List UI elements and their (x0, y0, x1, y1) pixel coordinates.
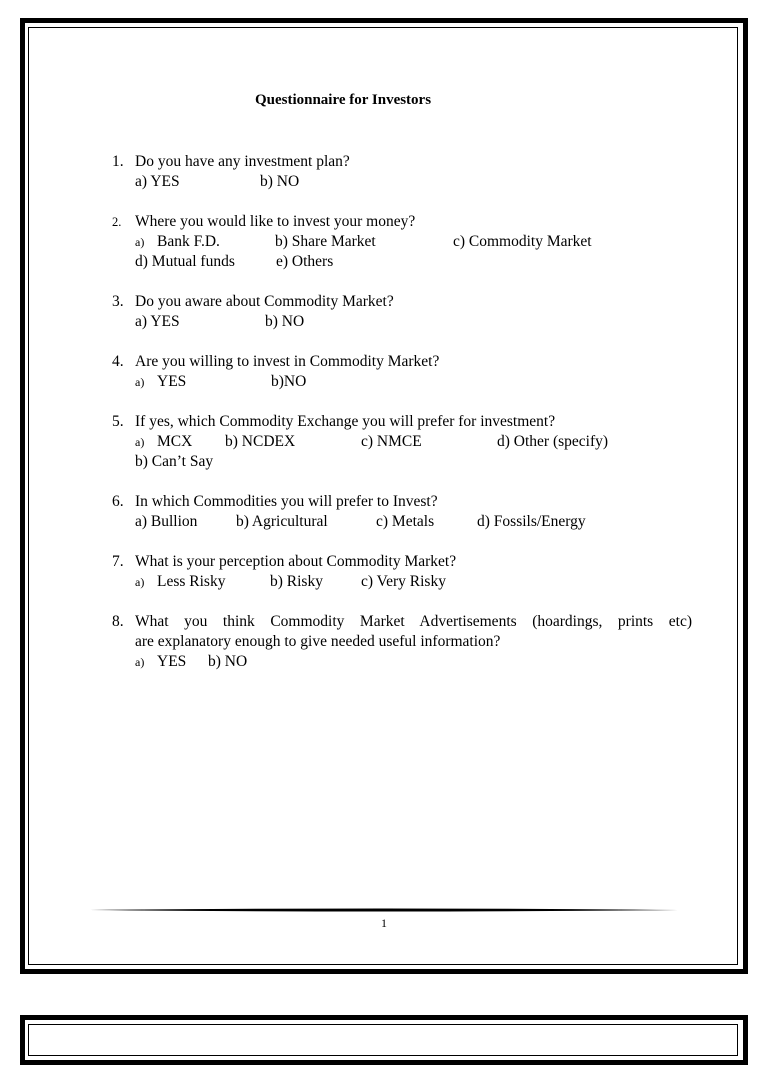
question-text: If yes, which Commodity Exchange you will prefer for investment? (135, 413, 556, 430)
question-number: 4. (112, 353, 124, 370)
option: b) Risky (270, 573, 323, 590)
options-row (135, 572, 692, 592)
option: b) Can’t Say (135, 453, 214, 470)
question-number: 7. (112, 553, 124, 570)
option-letter: a) (135, 375, 145, 389)
question-1 (112, 152, 692, 192)
option: a) YES (135, 313, 180, 330)
option: MCX (157, 433, 193, 450)
next-page-border-inner (28, 1024, 738, 1056)
question-text-line-2: are explanatory enough to give needed useful information? (135, 633, 501, 650)
question-number: 1. (112, 153, 124, 170)
question-number: 6. (112, 493, 124, 510)
options-row (135, 372, 692, 392)
question-5 (112, 412, 692, 472)
option-letter: a) (135, 575, 145, 589)
options-row (135, 652, 692, 672)
question-text: Do you aware about Commodity Market? (135, 293, 394, 310)
option: c) NMCE (361, 433, 422, 450)
option: a) Bullion (135, 513, 198, 530)
option: Less Risky (157, 573, 226, 590)
option: b) NO (208, 653, 248, 670)
question-text: In which Commodities you will prefer to Invest? (135, 493, 438, 510)
option: a) YES (135, 173, 180, 190)
question-number: 8. (112, 613, 124, 630)
question-text: Where you would like to invest your money? (135, 213, 416, 230)
question-number: 2. (112, 215, 122, 229)
option: b) Agricultural (236, 513, 328, 530)
question-number: 3. (112, 293, 124, 310)
option: c) Very Risky (361, 573, 446, 590)
options-row (135, 252, 692, 272)
option: d) Fossils/Energy (477, 513, 586, 530)
options-row (135, 512, 692, 532)
question-8 (112, 612, 692, 672)
options-row (135, 432, 692, 452)
question-2 (112, 212, 692, 272)
question-text: Are you willing to invest in Commodity Market? (135, 353, 440, 370)
page-number: 1 (381, 916, 387, 930)
question-6 (112, 492, 692, 532)
option-letter: a) (135, 655, 145, 669)
document-title: Questionnaire for Investors (254, 92, 432, 108)
question-list (112, 152, 692, 692)
question-text: What is your perception about Commodity Market? (135, 553, 457, 570)
option: b) NO (260, 173, 300, 190)
options-row (135, 452, 692, 472)
option: Bank F.D. (157, 233, 220, 250)
option: b) Share Market (275, 233, 376, 250)
question-7 (112, 552, 692, 592)
option: b)NO (271, 373, 307, 390)
option: YES (157, 653, 187, 670)
option: b) NO (265, 313, 305, 330)
question-number: 5. (112, 413, 124, 430)
option: c) Metals (376, 513, 435, 530)
option: c) Commodity Market (453, 233, 592, 250)
option-letter: a) (135, 435, 145, 449)
footer-rule (90, 908, 678, 912)
question-4 (112, 352, 692, 392)
question-text: Do you have any investment plan? (135, 153, 350, 170)
option-letter: a) (135, 235, 145, 249)
option: d) Mutual funds (135, 253, 235, 270)
question-text-line-1: What you think Commodity Market Advertisements (hoardings, prints etc) (135, 613, 692, 630)
options-row (135, 312, 692, 332)
option: b) NCDEX (225, 433, 296, 450)
option: d) Other (specify) (497, 433, 609, 450)
question-3 (112, 292, 692, 332)
option: YES (157, 373, 187, 390)
options-row (135, 232, 692, 252)
option: e) Others (276, 253, 334, 270)
options-row (135, 172, 692, 192)
